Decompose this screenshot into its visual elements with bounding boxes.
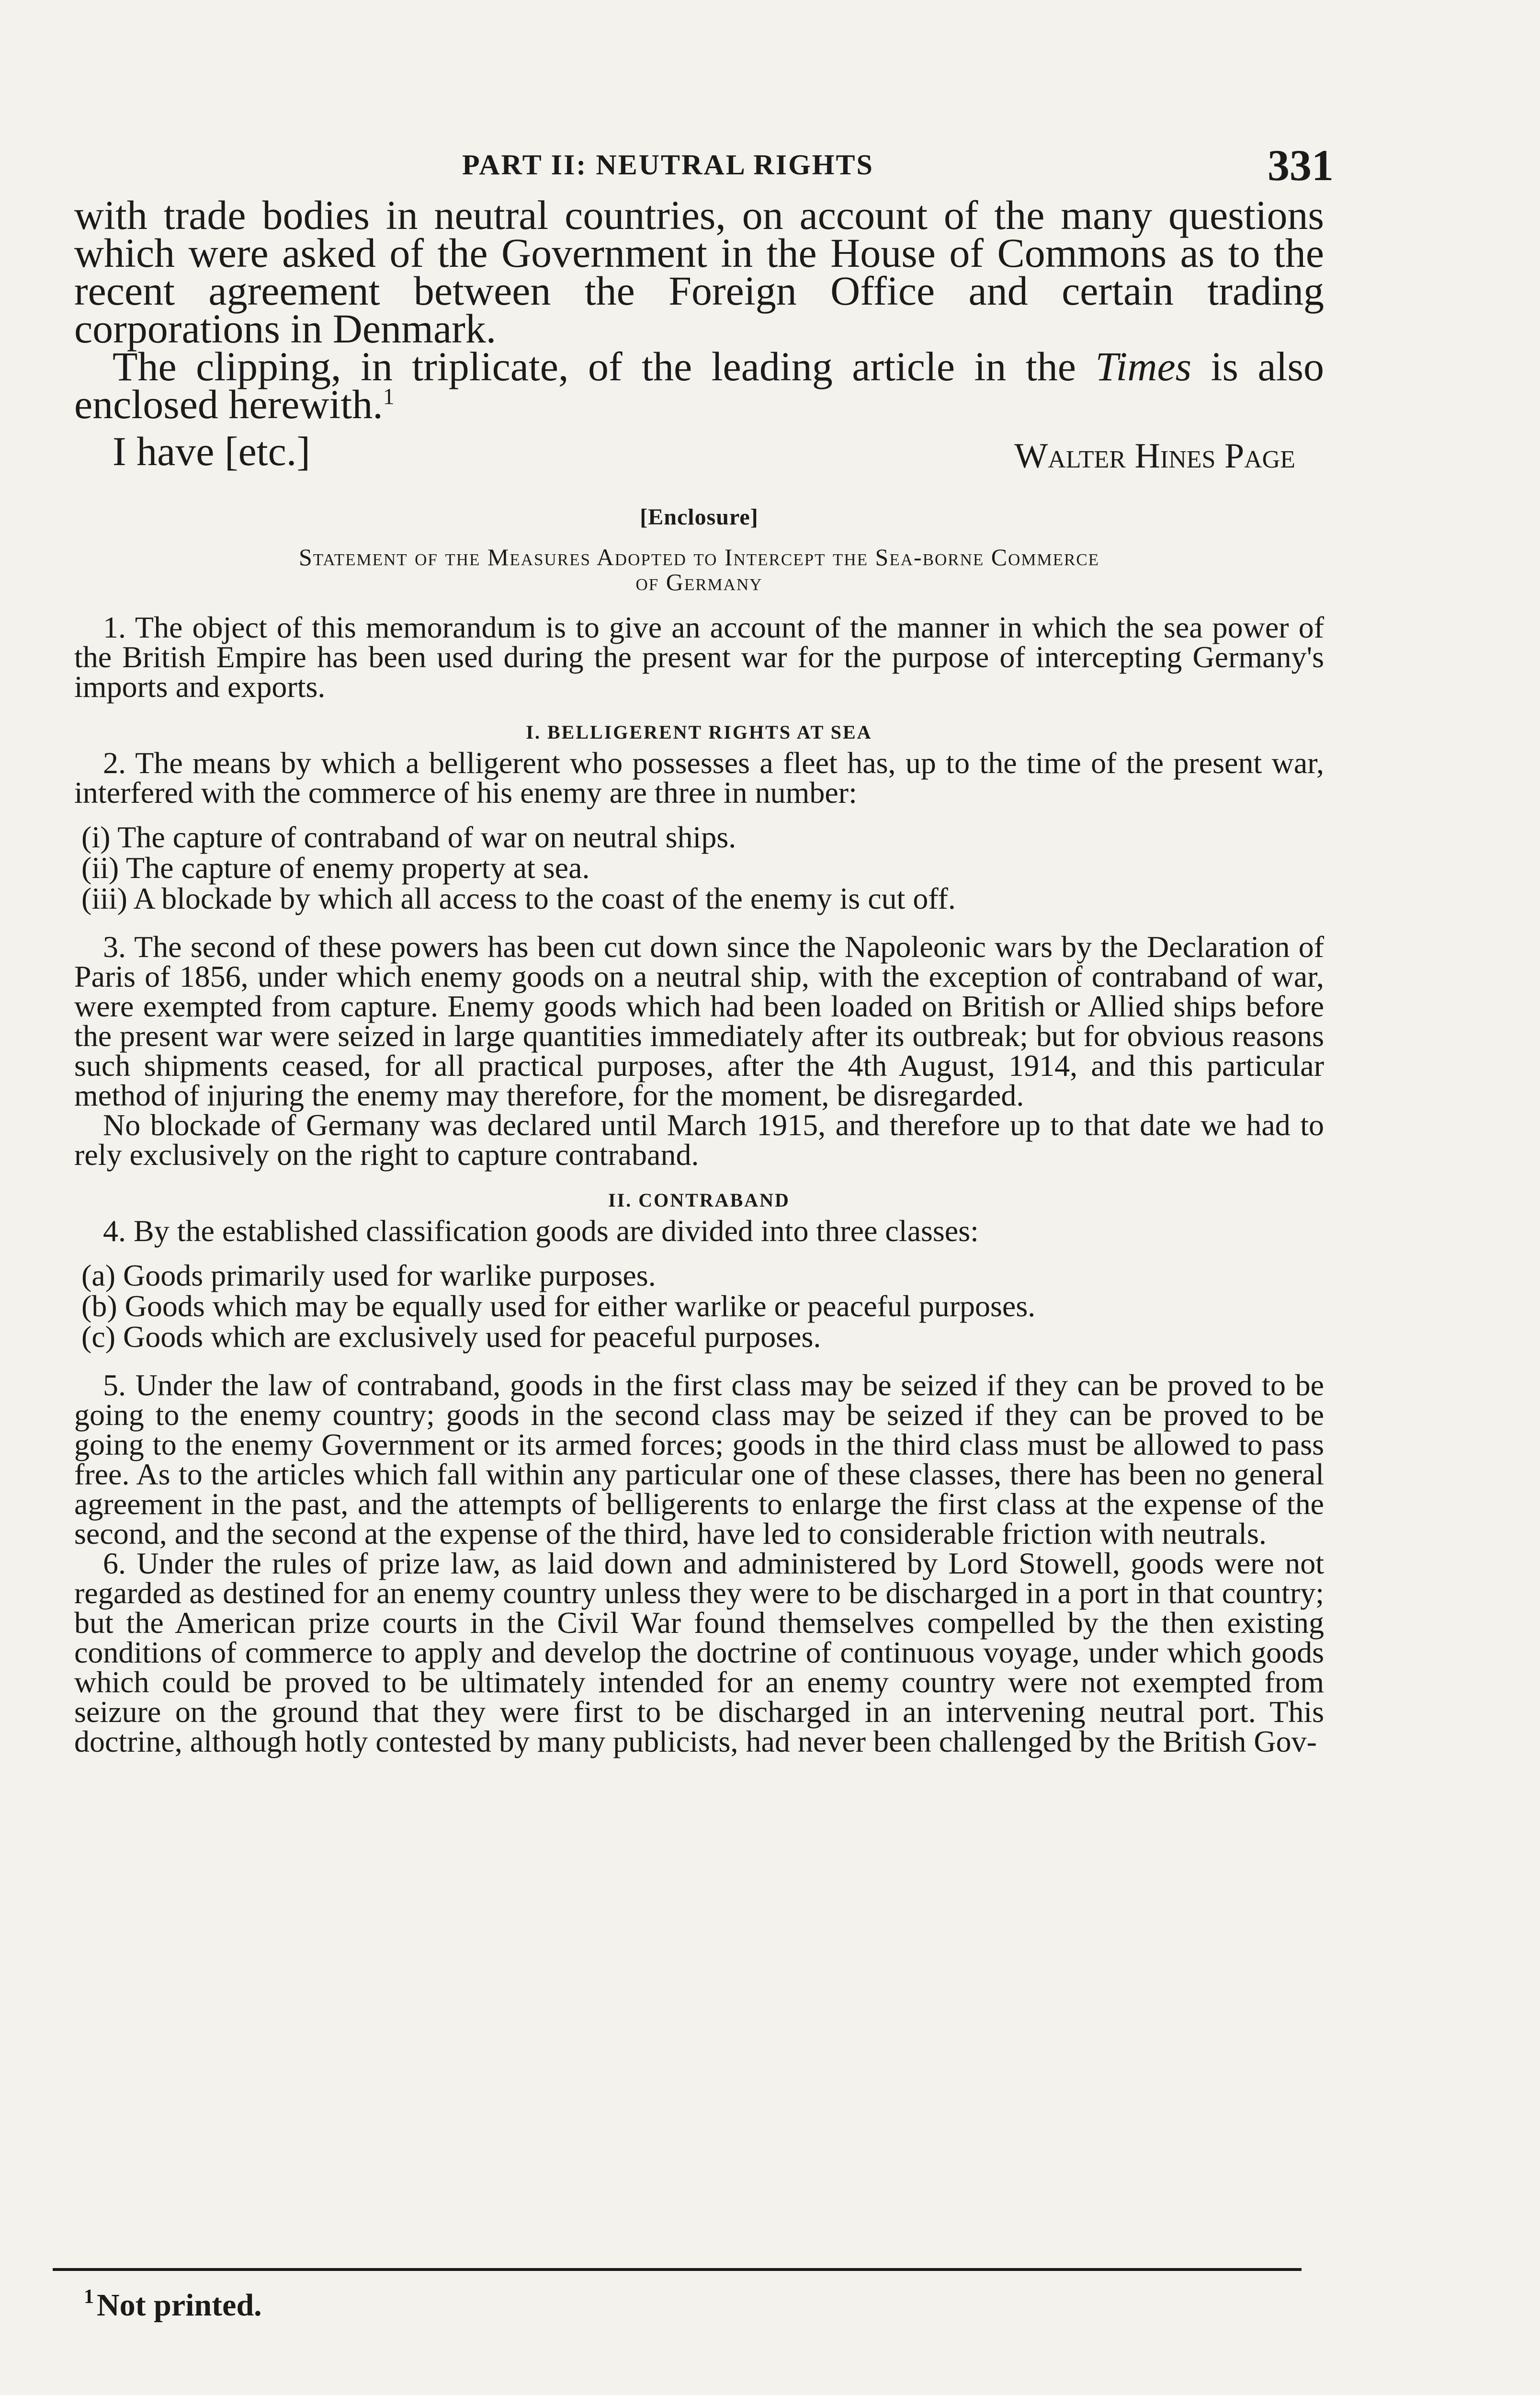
list-item: (ii) The capture of enemy property at sea.: [81, 851, 590, 885]
memo-paragraph-1: 1. The object of this memorandum is to give an account of the manner in which the sea power of the British Empire has been used during the present war for the purpose of intercepting Germany's imports and exports.: [74, 610, 1324, 704]
times-title: Times: [1095, 343, 1192, 389]
enclosure-title-line-1: Statement of the Measures Adopted to Intercept the Sea-borne Commerce: [298, 544, 1100, 570]
signature: Walter Hines Page: [1014, 436, 1295, 476]
footnote-text: Not printed.: [97, 2288, 262, 2323]
enclosure-label: [Enclosure]: [640, 504, 759, 530]
running-head: [74, 141, 1334, 196]
enclosure-title: [74, 545, 1324, 594]
section-heading-contraband: II. CONTRABAND: [608, 1189, 790, 1211]
letter-paragraph-1: with trade bodies in neutral countries, on account of the many questions which were asked of the Government in the House of Commons as to the recent agreement between the Foreign Office and certain trading corporations in Denmark.: [74, 192, 1324, 352]
letter-paragraph-2-tail: is also enclosed herewith.: [74, 343, 1324, 427]
running-title: PART II: NEUTRAL RIGHTS: [462, 149, 874, 181]
closing: I have [etc.]: [113, 428, 310, 474]
memo-paragraph-2: 2. The means by which a belligerent who possesses a fleet has, up to the time of the present war, interfered with the commerce of his enemy are three in number:: [74, 746, 1324, 810]
footnote-reference: 1: [383, 384, 395, 410]
list-item: (i) The capture of contraband of war on neutral ships.: [81, 820, 736, 854]
letter-paragraph-2-text: The clipping, in triplicate, of the leading article in the: [113, 343, 1096, 389]
letter-paragraph-2: [74, 343, 1324, 427]
signoff: [74, 427, 1324, 476]
memo-paragraph-5: 5. Under the law of contraband, goods in the first class may be seized if they can be proved to be going to the enemy country; goods in the second class may be seized if they can be proved to be going to the enemy Government or its armed forces; goods in the third class must be allowed to pass free. As to the articles which fall within any particular one of these classes, there has been no general agreement in the past, and the attempts of belligerents to enlarge the first class at the expense of the second, and the second at the expense of the third, have led to considerable friction with neutrals.: [74, 1368, 1324, 1551]
section-heading-belligerent-rights: I. BELLIGERENT RIGHTS AT SEA: [526, 721, 872, 743]
list-item: (iii) A blockade by which all access to the coast of the enemy is cut off.: [81, 881, 956, 915]
classes-list: [74, 1260, 1324, 1352]
footnote: [84, 2287, 262, 2324]
enclosure-title-line-2: of Germany: [635, 569, 763, 595]
footnote-marker: 1: [84, 2286, 94, 2308]
list-item: (b) Goods which may be equally used for either warlike or peaceful purposes.: [81, 1289, 1036, 1323]
footnote-divider: [53, 2268, 1302, 2271]
page-body: [74, 141, 1334, 1758]
memo-paragraph-3b: No blockade of Germany was declared until March 1915, and therefore up to that date we had to rely exclusively on the right to capture contraband.: [74, 1108, 1324, 1172]
list-item: (a) Goods primarily used for warlike purposes.: [81, 1258, 656, 1292]
memo-paragraph-6: 6. Under the rules of prize law, as laid down and administered by Lord Stowell, goods were not regarded as destined for an enemy country unless they were to be discharged in a port in that country; but the American prize courts in the Civil War found themselves compelled by the then existing conditions of commerce to apply and develop the doctrine of continuous voyage, under which goods which could be proved to be ultimately intended for an enemy country were not exempted from seizure on the ground that they were first to be discharged in an intervening neutral port. This doctrine, although hotly contested by many publicists, had never been challenged by the British Gov-: [74, 1546, 1324, 1758]
list-item: (c) Goods which are exclusively used for peaceful purposes.: [81, 1320, 821, 1354]
memo-paragraph-3: 3. The second of these powers has been cut down since the Napoleonic wars by the Declaration of Paris of 1856, under which enemy goods on a neutral ship, with the exception of contraband of war, were exempted from capture. Enemy goods which had been loaded on British or Allied ships before the present war were seized in large quantities immediately after its outbreak; but for obvious reasons such shipments ceased, for all practical purposes, after the 4th August, 1914, and this particular method of injuring the enemy may therefore, for the moment, be disregarded.: [74, 930, 1324, 1112]
memo-paragraph-4: 4. By the established classification goods are divided into three classes:: [103, 1214, 979, 1248]
page-number: 331: [1268, 141, 1334, 190]
rights-list: [74, 822, 1324, 914]
